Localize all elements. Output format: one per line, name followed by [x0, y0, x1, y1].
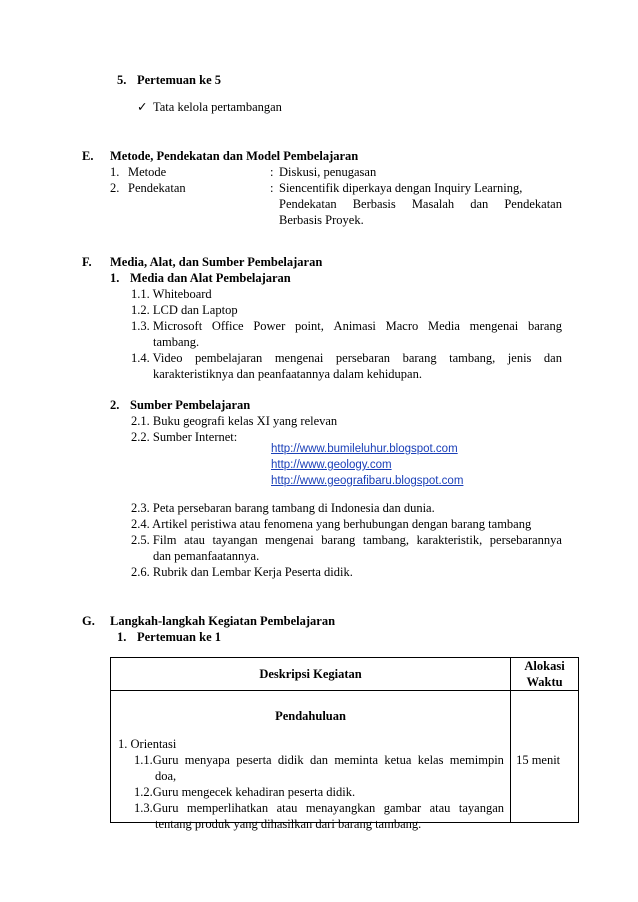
table-header-time-line: Waktu	[526, 675, 563, 689]
section-title: Media, Alat, dan Sumber Pembelajaran	[110, 255, 323, 269]
sub-number: 2.	[110, 398, 120, 412]
sub-number: 1.	[110, 271, 120, 285]
media-item-cont: karakteristiknya dan peanfaatannya dalam kehidupan.	[153, 367, 422, 381]
word: tambang,	[449, 351, 496, 365]
word: mengenai	[265, 533, 314, 547]
table-header-row	[111, 658, 579, 691]
word: 1.4. Video	[131, 351, 183, 365]
phase-heading: Pendahuluan	[275, 709, 346, 723]
source-item: 2.3. Peta persebaran barang tambang di Indonesia dan dunia.	[131, 501, 435, 515]
meeting-5-topic: Tata kelola pertambangan	[153, 100, 282, 114]
word: atau	[429, 801, 451, 815]
word: 2.5. Film	[131, 533, 177, 547]
approach-continuation-2: Berbasis Proyek.	[279, 213, 364, 227]
word: menayangkan	[305, 801, 376, 815]
media-item: 1.2. LCD dan Laptop	[131, 303, 238, 317]
activity-step: 1. Orientasi	[118, 737, 177, 751]
word: Pendekatan	[504, 197, 562, 211]
word: mengenai	[469, 319, 519, 333]
word: Berbasis	[352, 197, 396, 211]
word: point,	[295, 319, 324, 333]
word: Macro	[385, 319, 419, 333]
word: jenis	[507, 351, 532, 365]
word: gambar	[383, 801, 422, 815]
subsection-title: Media dan Alat Pembelajaran	[130, 271, 291, 285]
section-title: Langkah-langkah Kegiatan Pembelajaran	[110, 614, 336, 628]
word: 1.1.Guru	[134, 753, 179, 767]
row-number: 1.	[110, 165, 120, 179]
word: Media	[427, 319, 460, 333]
media-item-cont: tambang.	[153, 335, 200, 349]
subsection-title: Sumber Pembelajaran	[130, 398, 251, 412]
word: didik	[277, 753, 304, 767]
activity-substep-cont: doa,	[155, 769, 177, 783]
time-allocation: 15 menit	[516, 753, 561, 767]
row-value: Siencentifik diperkaya dengan Inquiry Learning,	[279, 181, 523, 195]
subsection-title: Pertemuan ke 1	[137, 630, 222, 644]
word: persebaran	[335, 351, 391, 365]
word: Power	[253, 319, 286, 333]
word: barang	[402, 351, 437, 365]
word: Masalah	[411, 197, 455, 211]
activity-substep-cont: tentang produk yang dihasilkan dari barang tambang.	[155, 817, 422, 831]
word: atau	[184, 533, 205, 547]
item-number: 5.	[117, 73, 127, 87]
word: peserta	[236, 753, 272, 767]
check-icon: ✓	[137, 100, 148, 114]
word: pembelajaran	[194, 351, 263, 365]
word: tambang,	[362, 533, 410, 547]
source-item	[131, 532, 562, 548]
word: tayangan	[458, 801, 504, 815]
activity-substep: 1.2.Guru mengecek kehadiran peserta didik.	[134, 785, 356, 799]
source-item: 2.2. Sumber Internet:	[131, 430, 238, 444]
word: memimpin	[449, 753, 504, 767]
source-item: 2.6. Rubrik dan Lembar Kerja Peserta didik.	[131, 565, 353, 579]
table-header-time	[511, 658, 579, 691]
approach-continuation	[279, 196, 562, 212]
word: memperlihatkan	[186, 801, 269, 815]
media-item	[131, 318, 562, 334]
word: barang	[321, 533, 356, 547]
row-value: Diskusi, penugasan	[279, 165, 377, 179]
time-allocation-cell	[511, 691, 579, 823]
source-link[interactable]: http://www.bumileluhur.blogspot.com	[271, 443, 458, 455]
row-separator: :	[270, 181, 274, 195]
word: 1.3. Microsoft	[131, 319, 203, 333]
word: barang	[527, 319, 562, 333]
row-separator: :	[270, 165, 274, 179]
source-item: 2.1. Buku geografi kelas XI yang relevan	[131, 414, 338, 428]
sub-number: 1.	[117, 630, 127, 644]
word: tayangan	[212, 533, 258, 547]
word: Office	[211, 319, 244, 333]
section-letter: F.	[82, 255, 92, 269]
word: Animasi	[333, 319, 376, 333]
activity-description-cell	[111, 691, 511, 831]
source-item: 2.4. Artikel peristiwa atau fenomena yang berhubungan dengan barang tambang	[131, 517, 532, 531]
section-letter: G.	[82, 614, 95, 628]
section-letter: E.	[82, 149, 94, 163]
source-link[interactable]: http://www.geology.com	[271, 459, 392, 471]
word: karakteristik,	[416, 533, 483, 547]
word: dan	[543, 351, 562, 365]
word: meminta	[334, 753, 379, 767]
row-label: Pendekatan	[128, 181, 186, 195]
table-header-time-line: Alokasi	[524, 659, 565, 673]
activity-table	[110, 657, 579, 831]
word: persebarannya	[489, 533, 562, 547]
activity-substep	[134, 800, 504, 816]
word: atau	[276, 801, 298, 815]
source-item-cont: dan pemanfaatannya.	[153, 549, 260, 563]
section-title: Metode, Pendekatan dan Model Pembelajaran	[110, 149, 359, 163]
media-item: 1.1. Whiteboard	[131, 287, 212, 301]
table-header-description: Deskripsi Kegiatan	[111, 658, 511, 691]
word: kelas	[417, 753, 444, 767]
row-label: Metode	[128, 165, 167, 179]
word: ketua	[384, 753, 412, 767]
word: menyapa	[184, 753, 230, 767]
word: dan	[470, 197, 489, 211]
word: dan	[309, 753, 328, 767]
meeting-5-title: Pertemuan ke 5	[137, 73, 222, 87]
activity-substep	[134, 752, 504, 768]
word: Pendekatan	[279, 197, 337, 211]
word: mengenai	[274, 351, 324, 365]
word: 1.3.Guru	[134, 801, 179, 815]
row-number: 2.	[110, 181, 120, 195]
table-row	[111, 691, 579, 823]
source-link[interactable]: http://www.geografibaru.blogspot.com	[271, 475, 464, 487]
media-item	[131, 350, 562, 366]
